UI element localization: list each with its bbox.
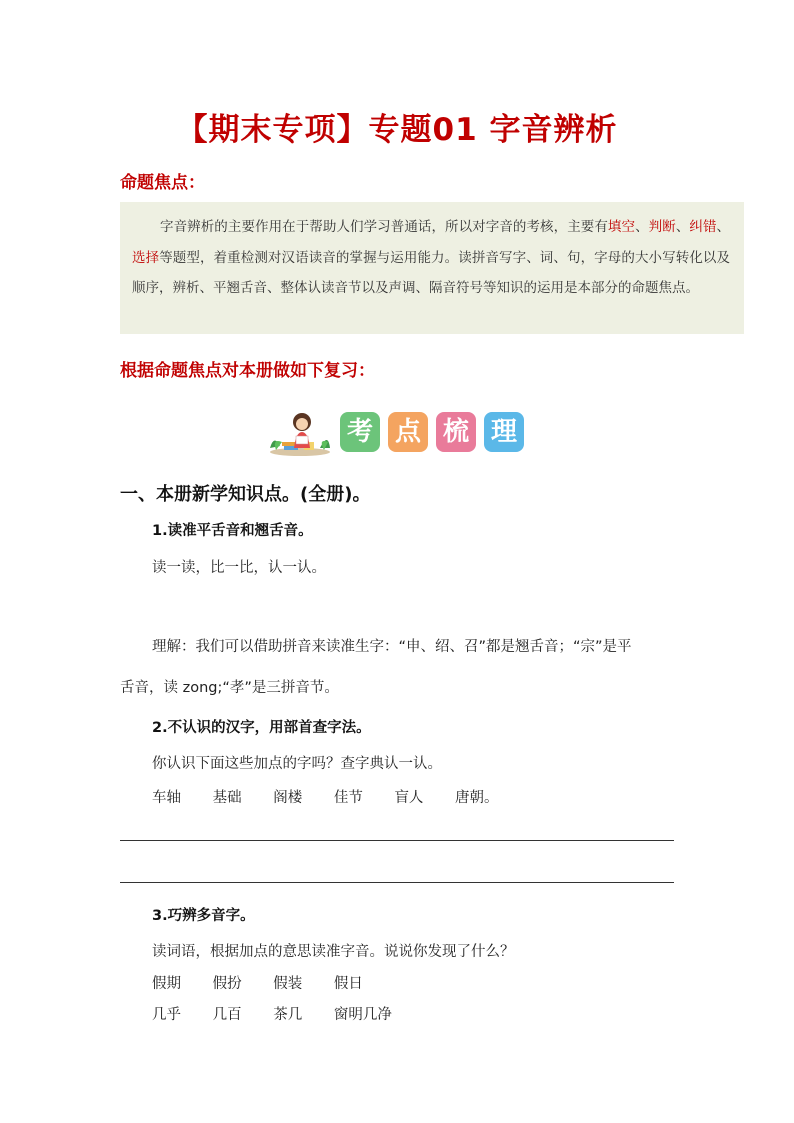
word-item: 窗明几净 <box>333 1007 392 1023</box>
focus-text: 、 <box>675 219 690 235</box>
item1-explain-line2: 舌音，读 zong;“孝”是三拼音节。 <box>120 680 339 696</box>
item1-instruction: 读一读，比一比，认一认。 <box>152 560 326 576</box>
item3-row2 <box>152 1003 414 1024</box>
word-item: 盲人 <box>394 790 424 806</box>
section1-heading: 一、本册新学知识点。(全册)。 <box>120 484 371 505</box>
item1-explain-line1: 理解：我们可以借助拼音来读准生字：“申、绍、召”都是翘舌音；“宗”是平 <box>152 639 632 655</box>
word-item: 假扮 <box>212 976 242 992</box>
word-item: 车轴 <box>152 790 181 806</box>
review-heading: 根据命题焦点对本册做如下复习： <box>120 361 375 381</box>
focus-text: 字音辨析的主要作用在于帮助人们学习普通话，所以对字音的考核，主要有 <box>160 219 608 235</box>
item2-words <box>152 786 515 807</box>
item3-row1 <box>152 972 390 993</box>
focus-text: 、 <box>716 219 731 235</box>
item3-instruction: 读词语，根据加点的意思读准字音。说说你发现了什么？ <box>152 944 515 960</box>
focus-paragraph <box>120 202 744 334</box>
banner-tile-1: 考 <box>340 412 380 452</box>
page-title: 【期末专项】专题01 字音辨析 <box>176 112 618 148</box>
banner-tile-3: 梳 <box>436 412 476 452</box>
item2-title: 2.不认识的汉字，用部首查字法。 <box>152 720 371 736</box>
word-item: 假日 <box>333 976 363 992</box>
word-item: 假期 <box>152 976 181 992</box>
word-item: 基础 <box>212 790 242 806</box>
word-item: 茶几 <box>273 1007 303 1023</box>
item1-title: 1.读准平舌音和翘舌音。 <box>152 523 313 539</box>
girl-reading-illustration <box>268 408 332 456</box>
focus-highlight: 纠错 <box>689 219 717 235</box>
word-item: 佳节 <box>333 790 363 806</box>
item2-instruction: 你认识下面这些加点的字吗？查字典认一认。 <box>152 756 442 772</box>
item3-title: 3.巧辨多音字。 <box>152 908 255 924</box>
focus-text: 、 <box>635 219 649 235</box>
banner-tile-4: 理 <box>484 412 524 452</box>
word-item: 几乎 <box>152 1007 181 1023</box>
focus-highlight: 判断 <box>648 219 676 235</box>
answer-line-1 <box>120 840 674 841</box>
focus-heading: 命题焦点： <box>120 173 205 193</box>
word-item: 唐朝。 <box>455 790 499 806</box>
word-item: 阁楼 <box>273 790 303 806</box>
word-item: 几百 <box>212 1007 242 1023</box>
word-item: 假装 <box>273 976 303 992</box>
answer-line-2 <box>120 882 674 883</box>
focus-highlight: 填空 <box>607 219 636 235</box>
focus-highlight: 选择 <box>132 249 160 266</box>
kaodian-shuli-banner <box>268 408 530 456</box>
focus-text: 等题型，着重检测对汉语读音的掌握与运用能力。读拼音写字、词、句，字母的大小写转化以及顺序，辨析、平翘舌音、整体认读音节以及声调、隔音符号等知识的运用是本部分的命题焦点。 <box>132 249 731 296</box>
banner-tile-2: 点 <box>388 412 428 452</box>
